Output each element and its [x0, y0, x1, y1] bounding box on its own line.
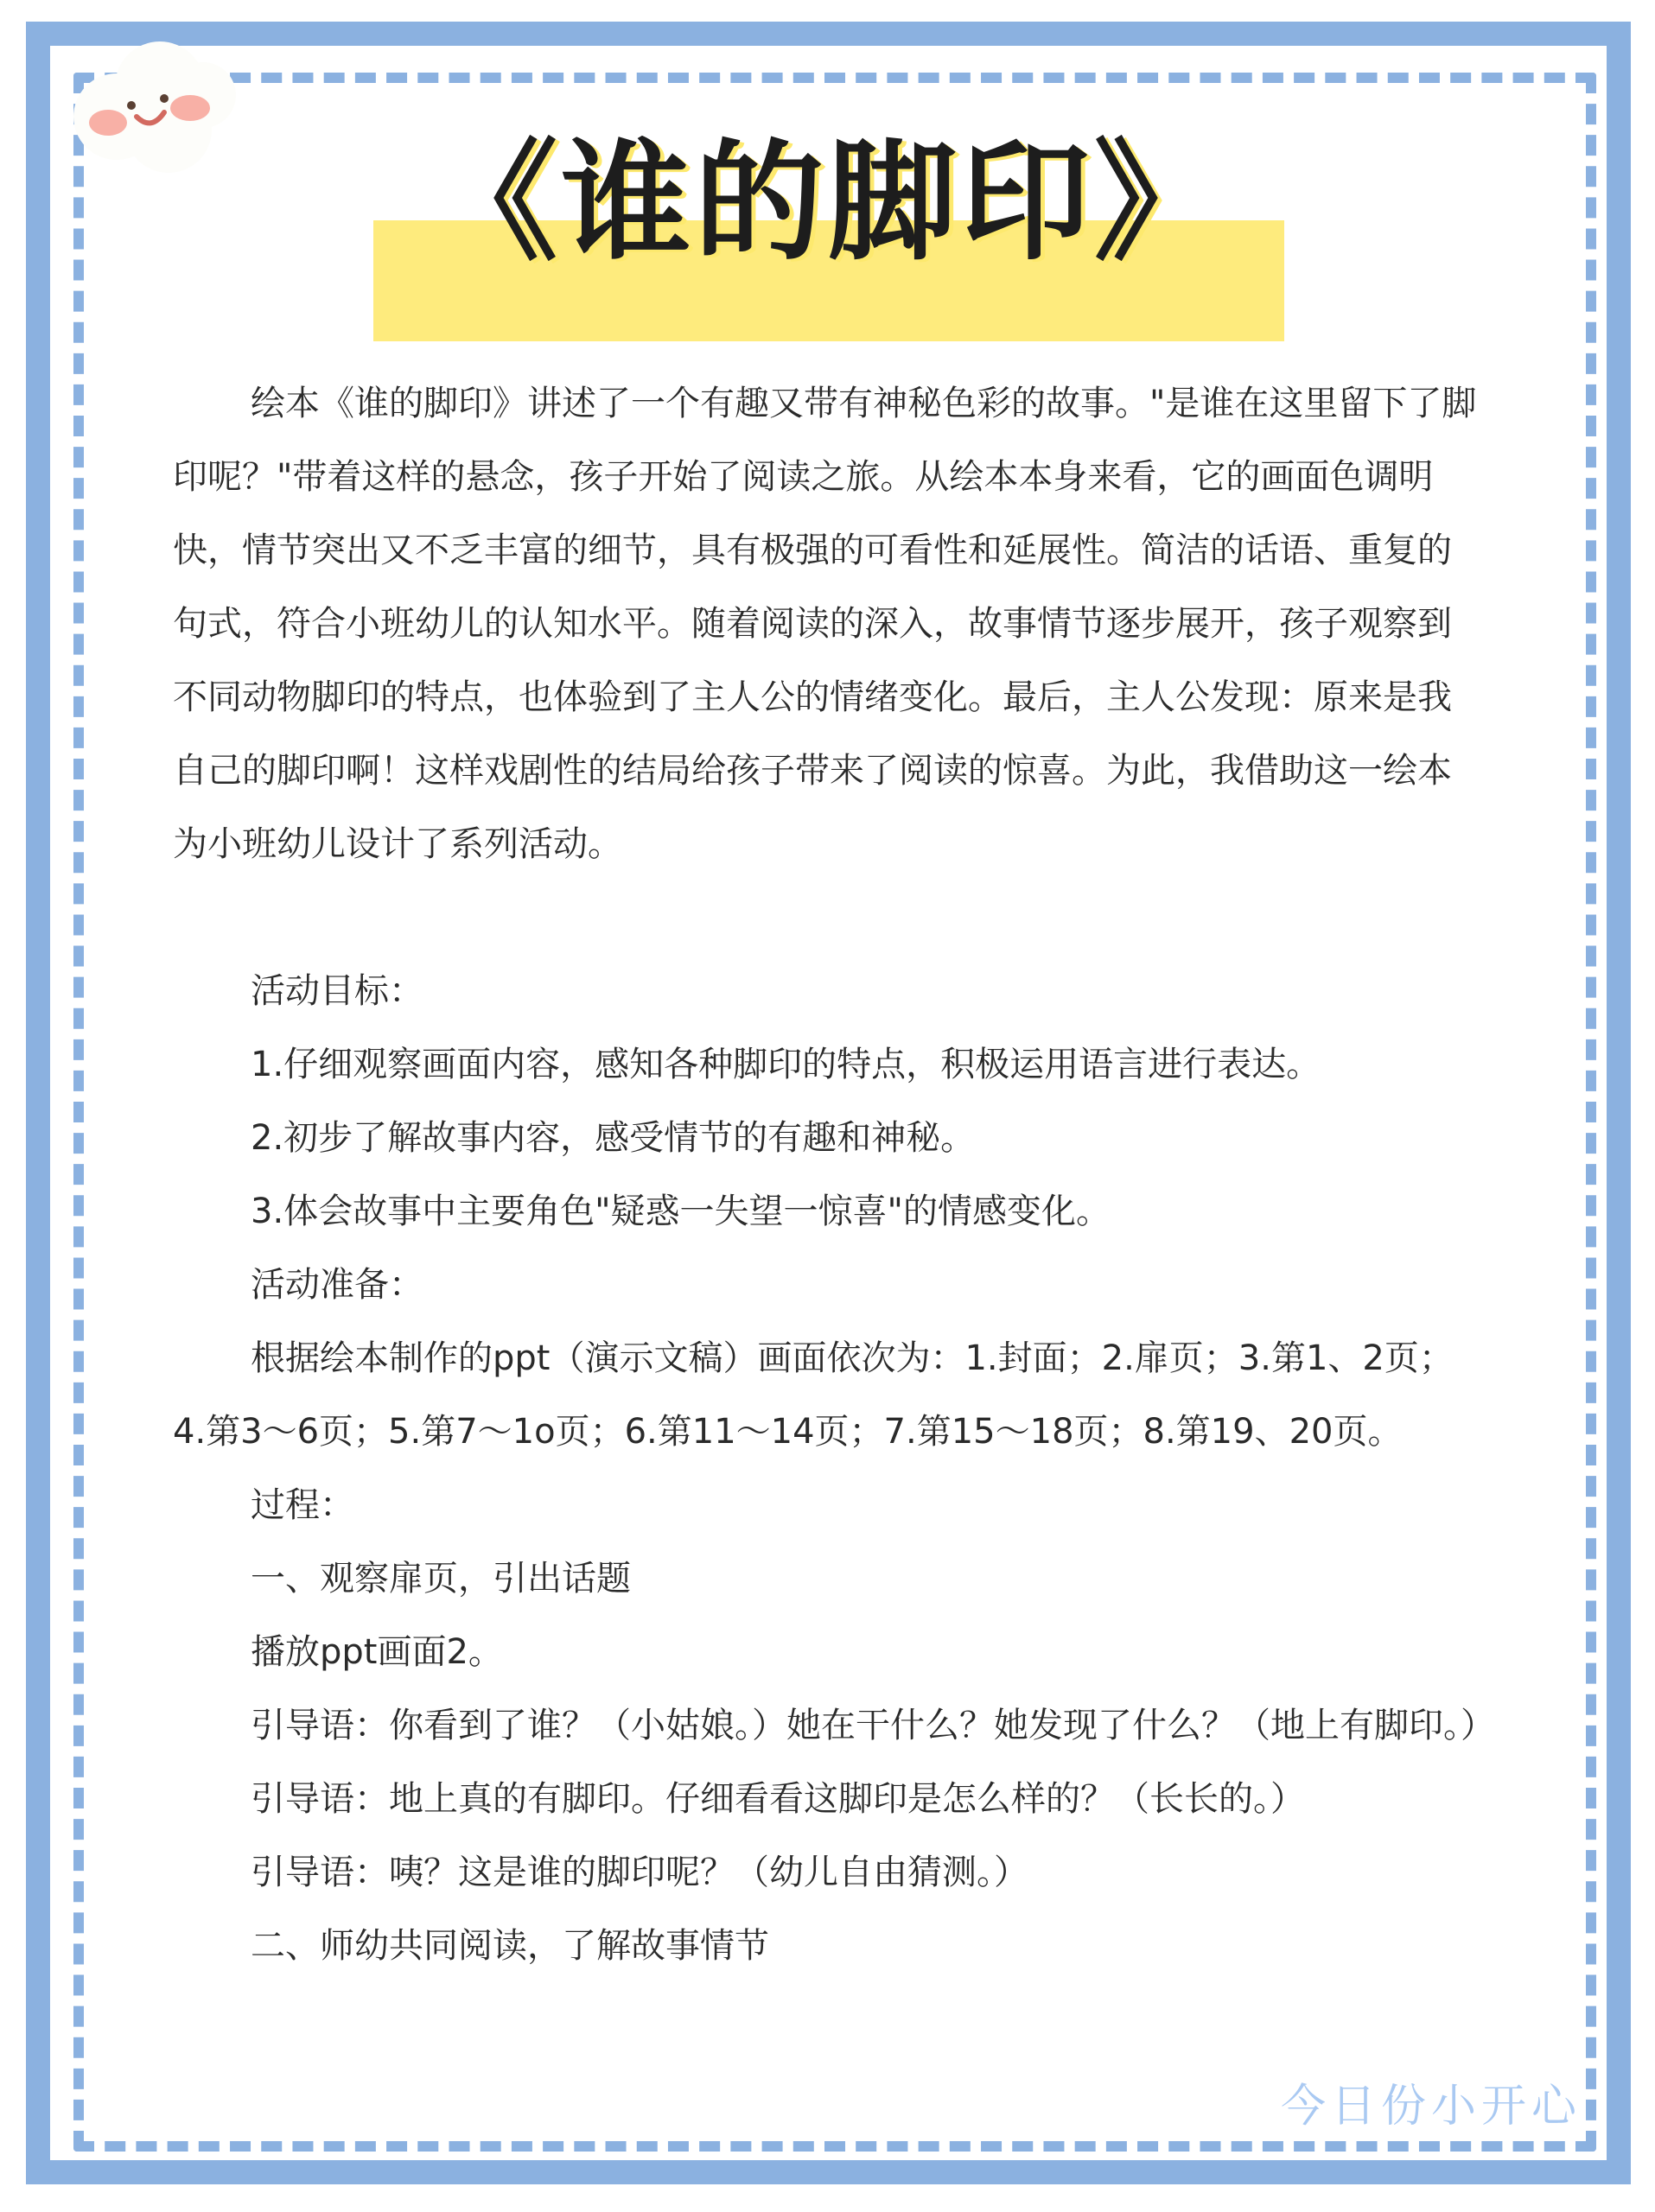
process-line: 引导语：你看到了谁？（小姑娘。）她在干什么？她发现了什么？（地上有脚印。）	[251, 1706, 1495, 1745]
goal-item: 2.初步了解故事内容，感受情节的有趣和神秘。	[251, 1118, 976, 1158]
prep-text: 根据绘本制作的ppt（演示文稿）画面依次为：1.封面；2.扉页；3.第1、2页；4.第3～6页；5.第7～1o页；6.第11～14页；7.第15～18页；8.第19、20页。	[173, 1338, 1454, 1452]
goal-item: 3.体会故事中主要角色"疑惑一失望一惊喜"的情感变化。	[251, 1192, 1111, 1231]
process-line: 播放ppt画面2。	[251, 1632, 503, 1672]
smiling-cloud-icon	[60, 35, 242, 181]
intro-paragraph: 绘本《谁的脚印》讲述了一个有趣又带有神秘色彩的故事。"是谁在这里留下了脚印呢？"带着这样的悬念，孩子开始了阅读之旅。从绘本本身来看，它的画面色调明快，情节突出又不乏丰富的细节，具有极强的可看性和延展性。简洁的话语、重复的句式，符合小班幼儿的认知水平。随着阅读的深入，故事情节逐步展开，孩子观察到不同动物脚印的特点，也体验到了主人公的情绪变化。最后，主人公发现：原来是我自己的脚印啊！这样戏剧性的结局给孩子带来了阅读的惊喜。为此，我借助这一绘本为小班幼儿设计了系列活动。	[173, 384, 1477, 864]
watermark: 今日份小开心	[1281, 2081, 1582, 2133]
goal-item: 1.仔细观察画面内容，感知各种脚印的特点，积极运用语言进行表达。	[251, 1045, 1321, 1084]
process-step: 二、师幼共同阅读，了解故事情节	[251, 1926, 769, 1966]
process-line: 引导语：地上真的有脚印。仔细看看这脚印是怎么样的？（长长的。）	[251, 1779, 1305, 1819]
process-step: 一、观察扉页，引出话题	[251, 1559, 631, 1599]
document-body	[173, 367, 1495, 1983]
goals-heading: 活动目标：	[251, 971, 423, 1011]
prep-heading: 活动准备：	[251, 1265, 423, 1305]
process-heading: 过程：	[251, 1485, 354, 1525]
page-title: 《谁的脚印》	[428, 128, 1227, 278]
process-line: 引导语：咦？这是谁的脚印呢？（幼儿自由猜测。）	[251, 1853, 1028, 1892]
